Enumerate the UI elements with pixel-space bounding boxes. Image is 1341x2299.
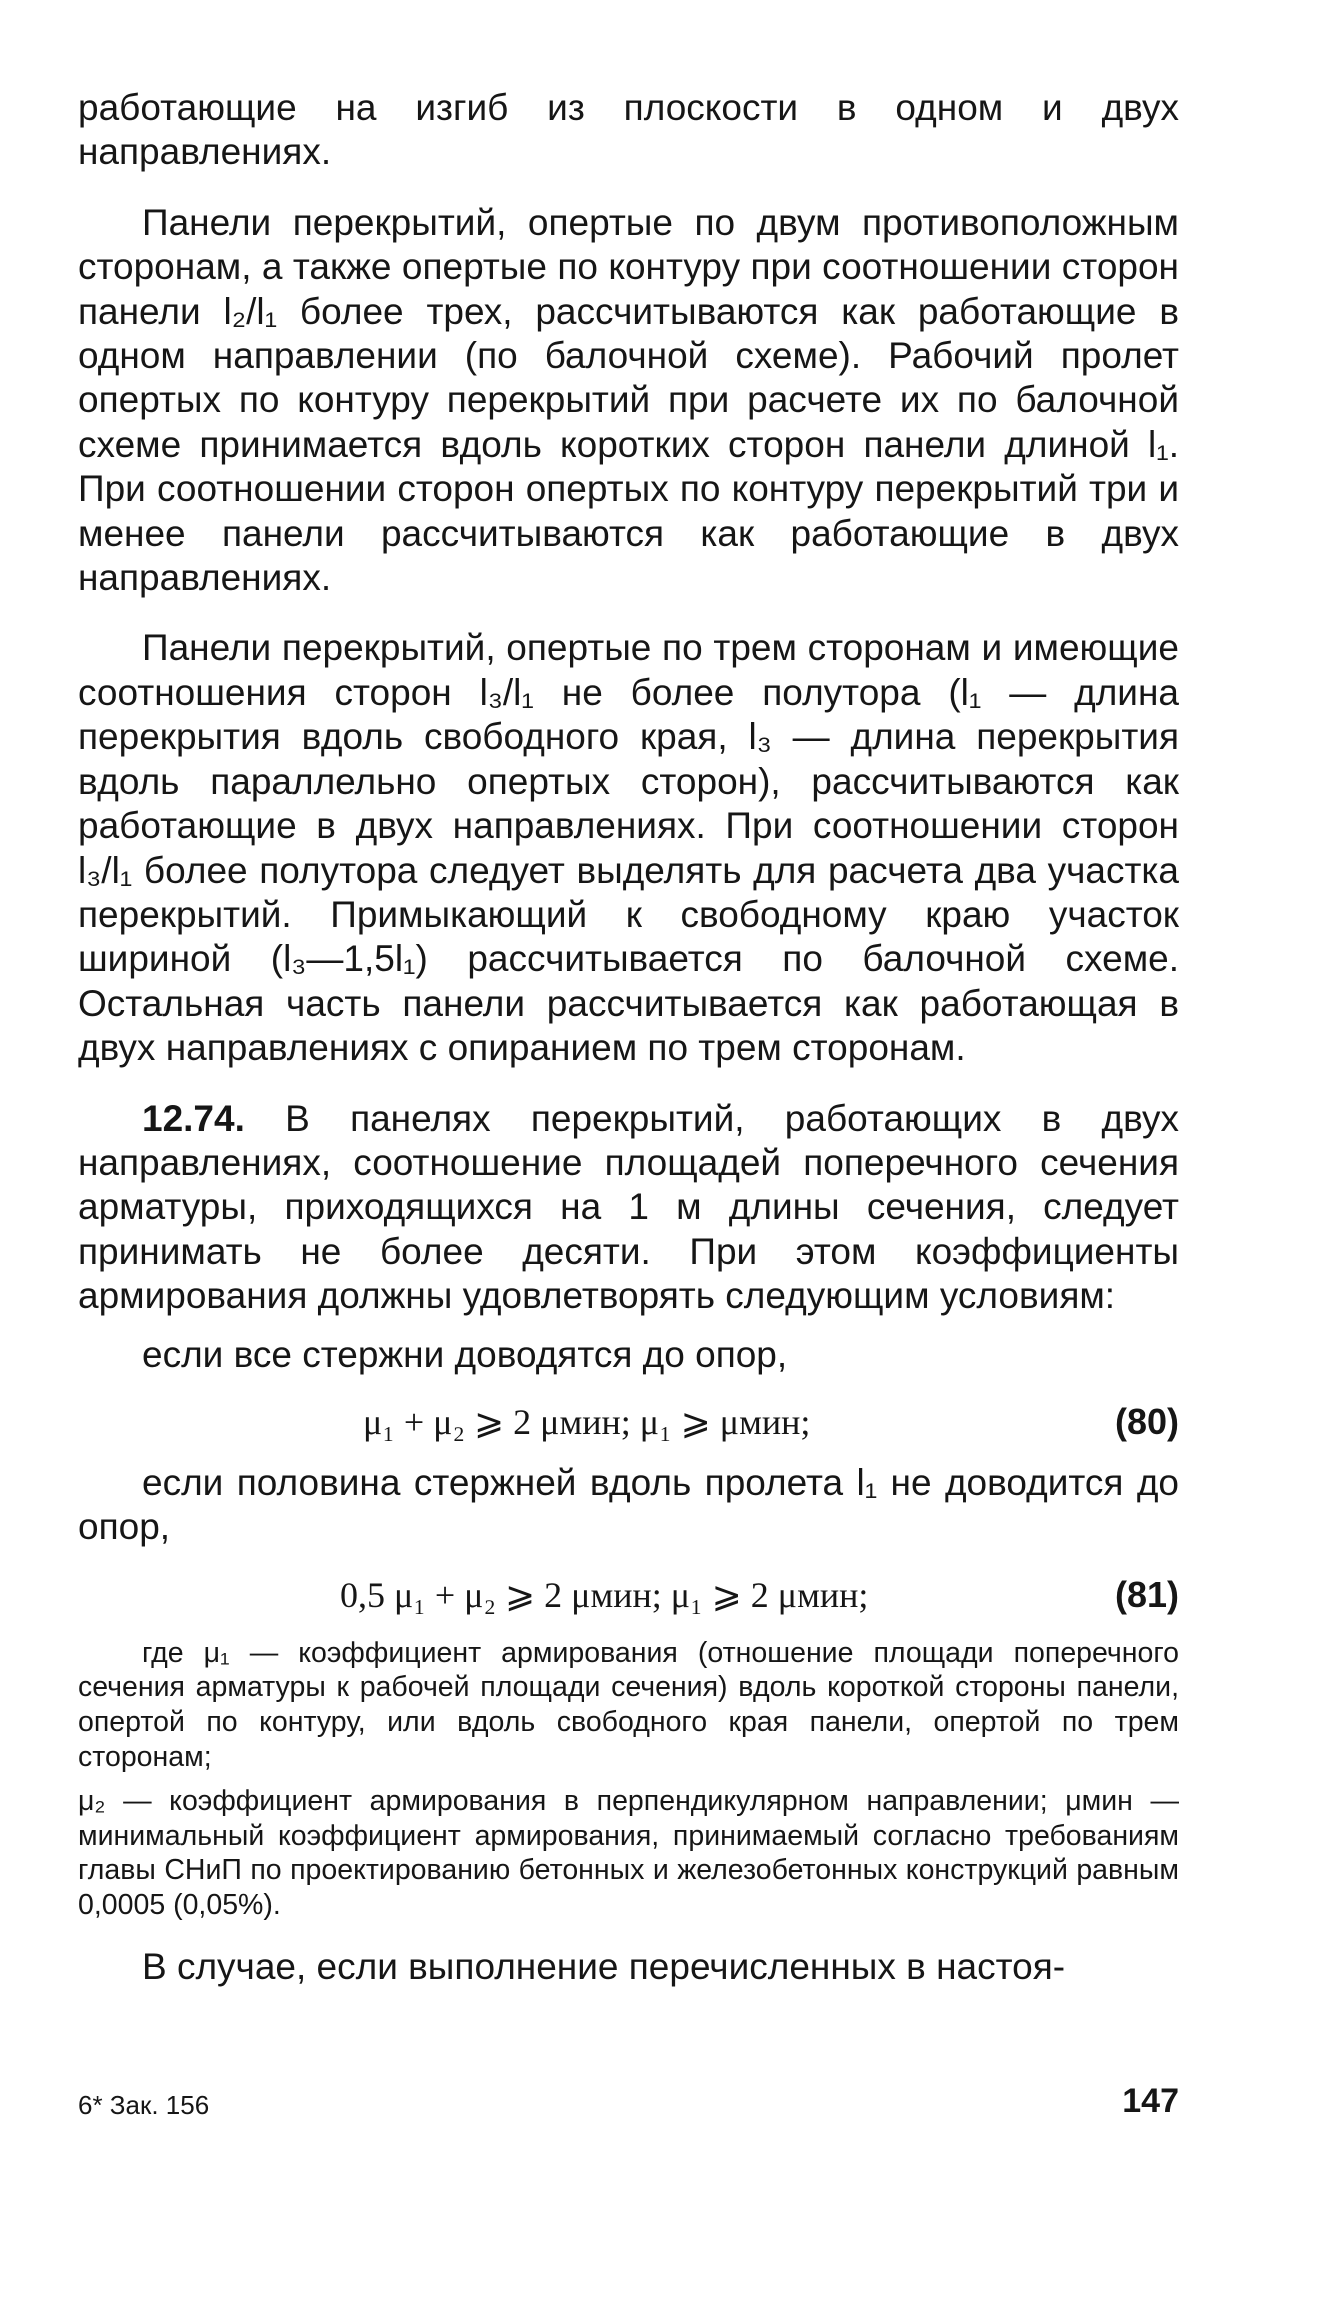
condition-2: если половина стержней вдоль пролета l₁ не доводится до опор, (78, 1461, 1179, 1548)
formula-80-number: (80) (1114, 1400, 1179, 1442)
clause-text: В панелях перекрытий, работающих в двух направлениях, соотношение площадей поперечного сечения арматуры, приходящихся на 1 м длины сечения, следует принимать не более десяти. При этом коэффициенты армирования должны удовлетворять следующим условиям: (78, 1097, 1179, 1317)
note-mu1: где μ₁ — коэффициент армирования (отношение площади поперечного сечения арматуры к рабочей площади сечения) вдоль короткой стороны панели, опертой по контуру, или вдоль свободного края панели, опертой по трем сторонам; (78, 1636, 1179, 1773)
clause-number: 12.74. (142, 1097, 245, 1139)
page-footer (78, 2082, 1179, 2122)
note-mu2: μ₂ — коэффициент армирования в перпендикулярном направлении; μмин — минимальный коэффициент армирования, принимаемый согласно требованиям главы СНиП по проектированию бетонных и железобетонных конструкций равным 0,0005 (0,05%). (78, 1785, 1179, 1921)
formula-80-text: μ₁ + μ₂ ⩾ 2 μмин; μ₁ ⩾ μмин; (363, 1401, 811, 1442)
paragraph-12-74 (78, 1097, 1179, 1319)
formula-80 (78, 1391, 1179, 1447)
formula-81-number: (81) (1114, 1573, 1179, 1615)
printer-signature: 6* Зак. 156 (78, 2090, 210, 2120)
page-number: 147 (1122, 2082, 1179, 2120)
condition-1: если все стержни доводятся до опор, (142, 1333, 788, 1375)
paragraph-continuation: работающие на изгиб из плоскости в одном и двух направлениях. (78, 87, 1179, 173)
paragraph-beam-scheme: Панели перекрытий, опертые по двум противоположным сторонам, а также опертые по контуру при соотношении сторон панели l₂/l₁ более трех, рассчитываются как работающие в одном направлении (по балочной схеме). Рабочий пролет опертых по контуру перекрытий при расчете их по балочной схеме принимается вдоль коротких сторон панели длиной l₁. При соотношении сторон опертых по контуру перекрытий три и менее панели рассчитываются как работающие в двух направлениях. (78, 201, 1179, 599)
formula-81-text: 0,5 μ₁ + μ₂ ⩾ 2 μмин; μ₁ ⩾ 2 μмин; (340, 1574, 869, 1615)
paragraph-last-line: В случае, если выполнение перечисленных в настоя- (142, 1945, 1066, 1987)
formula-81 (78, 1564, 1179, 1620)
paragraph-three-sides: Панели перекрытий, опертые по трем сторонам и имеющие соотношения сторон l₃/l₁ не более полутора (l₁ — длина перекрытия вдоль свободного края, l₃ — длина перекрытия вдоль параллельно опертых сторон), рассчитываются как работающие в двух направлениях. При соотношении сторон l₃/l₁ более полутора следует выделять для расчета два участка перекрытий. Примыкающий к свободному краю участок шириной (l₃—1,5l₁) рассчитывается по балочной схеме. Остальная часть панели рассчитывается как работающая в двух направлениях с опиранием по трем сторонам. (78, 627, 1179, 1069)
